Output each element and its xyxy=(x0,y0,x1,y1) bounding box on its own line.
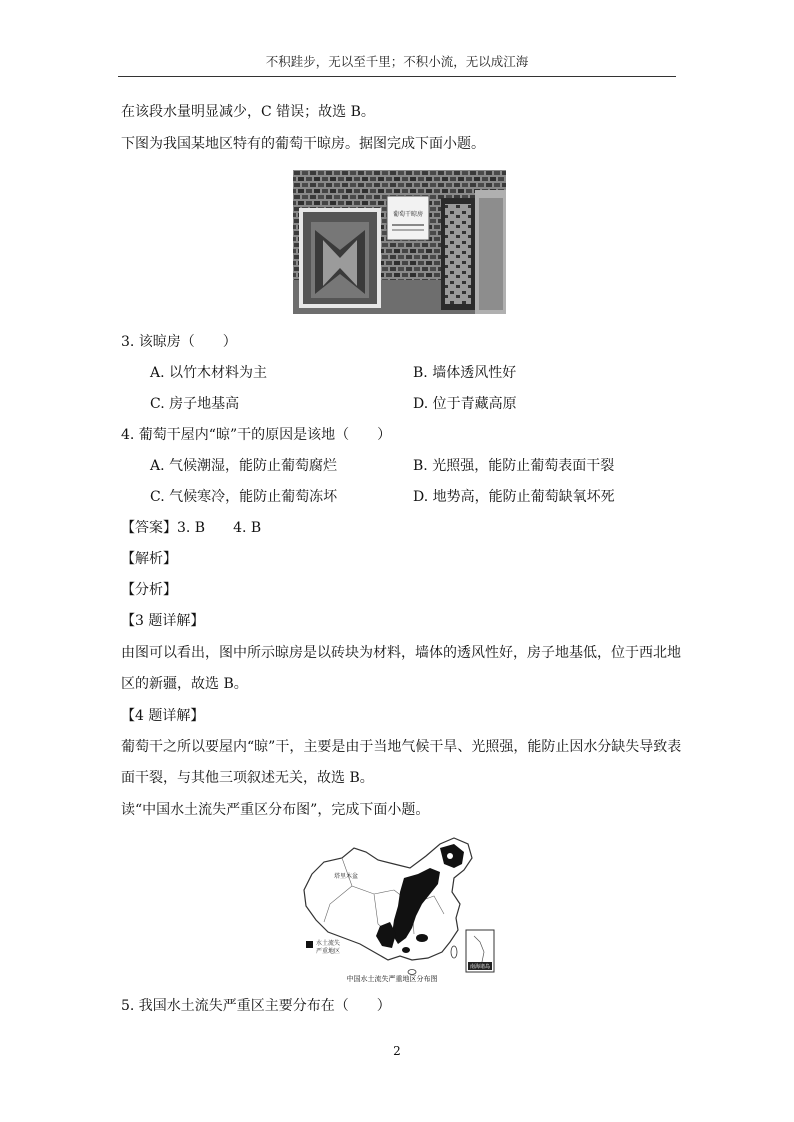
tarim-basin-label: 塔里木盆 xyxy=(334,873,359,880)
legend-label: 水土流失 xyxy=(316,940,341,947)
question-4-option-d[interactable]: D. 地势高，能防止葡萄缺氧坏死 xyxy=(413,489,615,505)
page-header-motto: 不积跬步，无以至千里；不积小流，无以成江海 xyxy=(118,52,676,77)
question-3-stem: 3. 该晾房（ ） xyxy=(121,334,237,350)
inset-label: 南海诸岛 xyxy=(469,964,491,970)
legend-swatch xyxy=(306,941,313,948)
detail-4-text: 葡萄干之所以要屋内“晾”干，主要是由于当地气候干旱、光照强，能防止因水分缺失导致表 xyxy=(121,739,682,755)
question-4-option-b[interactable]: B. 光照强，能防止葡萄表面干裂 xyxy=(413,458,615,474)
raisin-drying-house-photo xyxy=(293,170,506,314)
answer-line: 【答案】3. B 4. B xyxy=(121,520,262,536)
detail-3-heading: 【3 题详解】 xyxy=(121,613,205,629)
question-4-stem: 4. 葡萄干屋内“晾”干的原因是该地（ ） xyxy=(121,427,392,443)
severe-area-south xyxy=(416,934,428,942)
question-3-option-a[interactable]: A. 以竹木材料为主 xyxy=(150,365,268,381)
fenxi-heading: 【分析】 xyxy=(121,582,177,598)
legend-label: 严重地区 xyxy=(316,948,341,955)
detail-3-text: 由图可以看出，图中所示晾房是以砖块为材料，墙体的透风性好，房子地基低，位于西北地 xyxy=(121,645,681,661)
question-4-option-c[interactable]: C. 气候寒冷，能防止葡萄冻坏 xyxy=(150,489,338,505)
page-number: 2 xyxy=(393,1044,401,1058)
question-5-stem: 5. 我国水土流失严重区主要分布在（ ） xyxy=(121,998,391,1014)
map-intro: 读“中国水土流失严重区分布图”，完成下面小题。 xyxy=(121,802,430,818)
detail-3-text: 区的新疆，故选 B。 xyxy=(121,676,248,692)
passage-intro: 下图为我国某地区特有的葡萄干晾房。据图完成下面小题。 xyxy=(121,136,485,152)
question-3-option-b[interactable]: B. 墙体透风性好 xyxy=(413,365,517,381)
map-caption: 中国水土流失严重地区分布图 xyxy=(346,975,438,983)
question-3-option-d[interactable]: D. 位于青藏高原 xyxy=(413,396,517,412)
question-3-option-c[interactable]: C. 房子地基高 xyxy=(150,396,240,412)
sign-text: 葡萄干晾房 xyxy=(392,211,424,218)
text-line: 在该段水量明显减少，C 错误；故选 B。 xyxy=(121,104,375,120)
detail-4-text: 面干裂，与其他三项叙述无关，故选 B。 xyxy=(121,770,374,786)
question-4-option-a[interactable]: A. 气候潮湿，能防止葡萄腐烂 xyxy=(150,458,338,474)
detail-4-heading: 【4 题详解】 xyxy=(121,708,205,724)
analysis-heading: 【解析】 xyxy=(121,551,177,567)
china-soil-erosion-map xyxy=(294,834,500,984)
